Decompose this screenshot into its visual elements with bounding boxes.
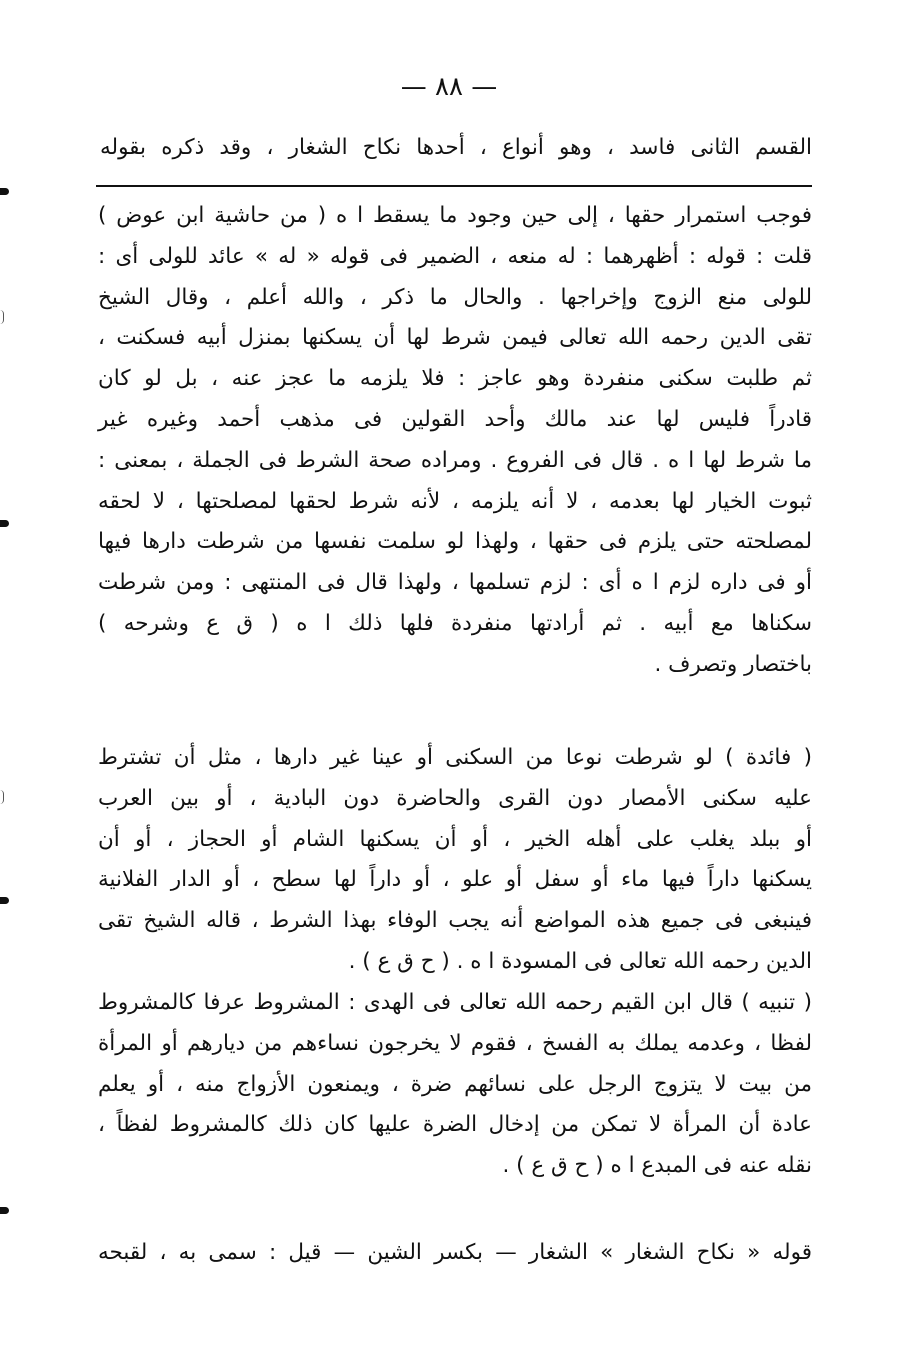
page-number: — ٨٨ — (400, 72, 498, 102)
footnote-line: ما شرط لها ا ه . قال فى الفروع . ومراده صحة الشرط فى الجملة ، بمعنى : (98, 447, 812, 473)
footnote-line: الدين رحمه الله تعالى فى المسودة ا ه . ( ح ق ع ) . (348, 948, 812, 974)
footnote-line: قادراً فليس لها عند مالك وأحد القولين فى مذهب أحمد وغيره غير (98, 406, 812, 432)
scan-edge-mark (0, 520, 9, 527)
main-text-line: القسم الثانى فاسد ، وهو أنواع ، أحدها نكاح الشغار ، وقد ذكره بقوله (100, 135, 812, 160)
footnote-line: سكناها مع أبيه . ثم أرادتها منفردة فلها ذلك ا ه ( ق ع وشرحه ) (98, 610, 812, 636)
footnote-divider (96, 185, 812, 187)
scan-edge-tick (0, 310, 4, 324)
footnote-block-shighar (98, 1233, 812, 1274)
footnote-line: ( فائدة ) لو شرطت نوعا من السكنى أو عينا غير دارها ، مثل أن تشترط (98, 745, 812, 770)
footnote-line: نقله عنه فى المبدع ا ه ( ح ق ع ) . (502, 1153, 812, 1179)
footnote-line: تقى الدين رحمه الله تعالى فيمن شرط لها أن يسكنها بمنزل أبيه فسكنت ، (98, 325, 812, 351)
scan-edge-mark (0, 1207, 9, 1214)
footnote-line: قلت : قوله : أظهرهما : له منعه ، الضمير فى قوله « له » عائد للولى أى : (98, 243, 812, 269)
footnote-block-tanbih (98, 983, 812, 1187)
scan-edge-mark (0, 188, 9, 195)
footnote-block-faida (98, 738, 812, 983)
footnote-block-1 (98, 196, 812, 686)
footnote-line: ثبوت الخيار لها بعدمه ، لا أنه يلزمه ، لأنه شرط لحقها لمصلحتها ، لا لحقه (98, 488, 812, 514)
scan-edge-tick (0, 790, 4, 804)
footnote-line: فينبغى فى جميع هذه المواضع أنه يجب الوفاء بهذا الشرط ، قاله الشيخ تقى (98, 908, 812, 934)
footnote-line: ( تنبيه ) قال ابن القيم رحمه الله تعالى فى الهدى : المشروط عرفا كالمشروط (98, 990, 812, 1015)
footnote-line: أو فى داره لزم ا ه أى : لزم تسلمها ، ولهذا قال فى المنتهى : ومن شرطت (98, 570, 812, 596)
scan-edge-mark (0, 897, 9, 904)
footnote-line: أو ببلد يغلب على أهله الخير ، أو أن يسكنها الشام أو الحجاز ، أو أن (98, 826, 812, 852)
footnote-line: عليه سكنى الأمصار دون القرى والحاضرة دون البادية ، أو بين العرب (98, 785, 812, 811)
footnote-line: باختصار وتصرف . (654, 651, 812, 677)
footnote-line: يسكنها داراً فيها ماء أو سفل أو علو ، أو داراً لها سطح ، أو الدار الفلانية (98, 867, 812, 893)
footnote-line: لمصلحته حتى يلزم فى حقها ، ولهذا لو سلمت نفسها من شرطت دارها فيها (98, 529, 812, 555)
footnote-line: عادة أن المرأة لا تمكن من إدخال الضرة عليها كان ذلك كالمشروط لفظاً ، (98, 1112, 812, 1138)
footnote-line: للولى منع الزوج وإخراجها . والحال ما ذكر ، والله أعلم ، وقال الشيخ (98, 284, 812, 310)
footnote-line: قوله « نكاح الشغار » الشغار — بكسر الشين — قيل : سمى به ، لقبحه (98, 1240, 812, 1265)
footnote-line: لفظا ، وعدمه يملك به الفسخ ، فقوم لا يخرجون نساءهم من ديارهم أو المرأة (98, 1030, 812, 1056)
footnote-line: من بيت لا يتزوج الرجل على نسائهم ضرة ، ويمنعون الأزواج منه ، أو يعلم (98, 1071, 812, 1097)
footnote-line: فوجب استمرار حقها ، إلى حين وجود ما يسقط ا ه ( من حاشية ابن عوض ) (98, 203, 812, 228)
footnote-line: ثم طلبت سكنى منفردة وهو عاجز : فلا يلزمه ما عجز عنه ، بل لو كان (98, 366, 812, 392)
